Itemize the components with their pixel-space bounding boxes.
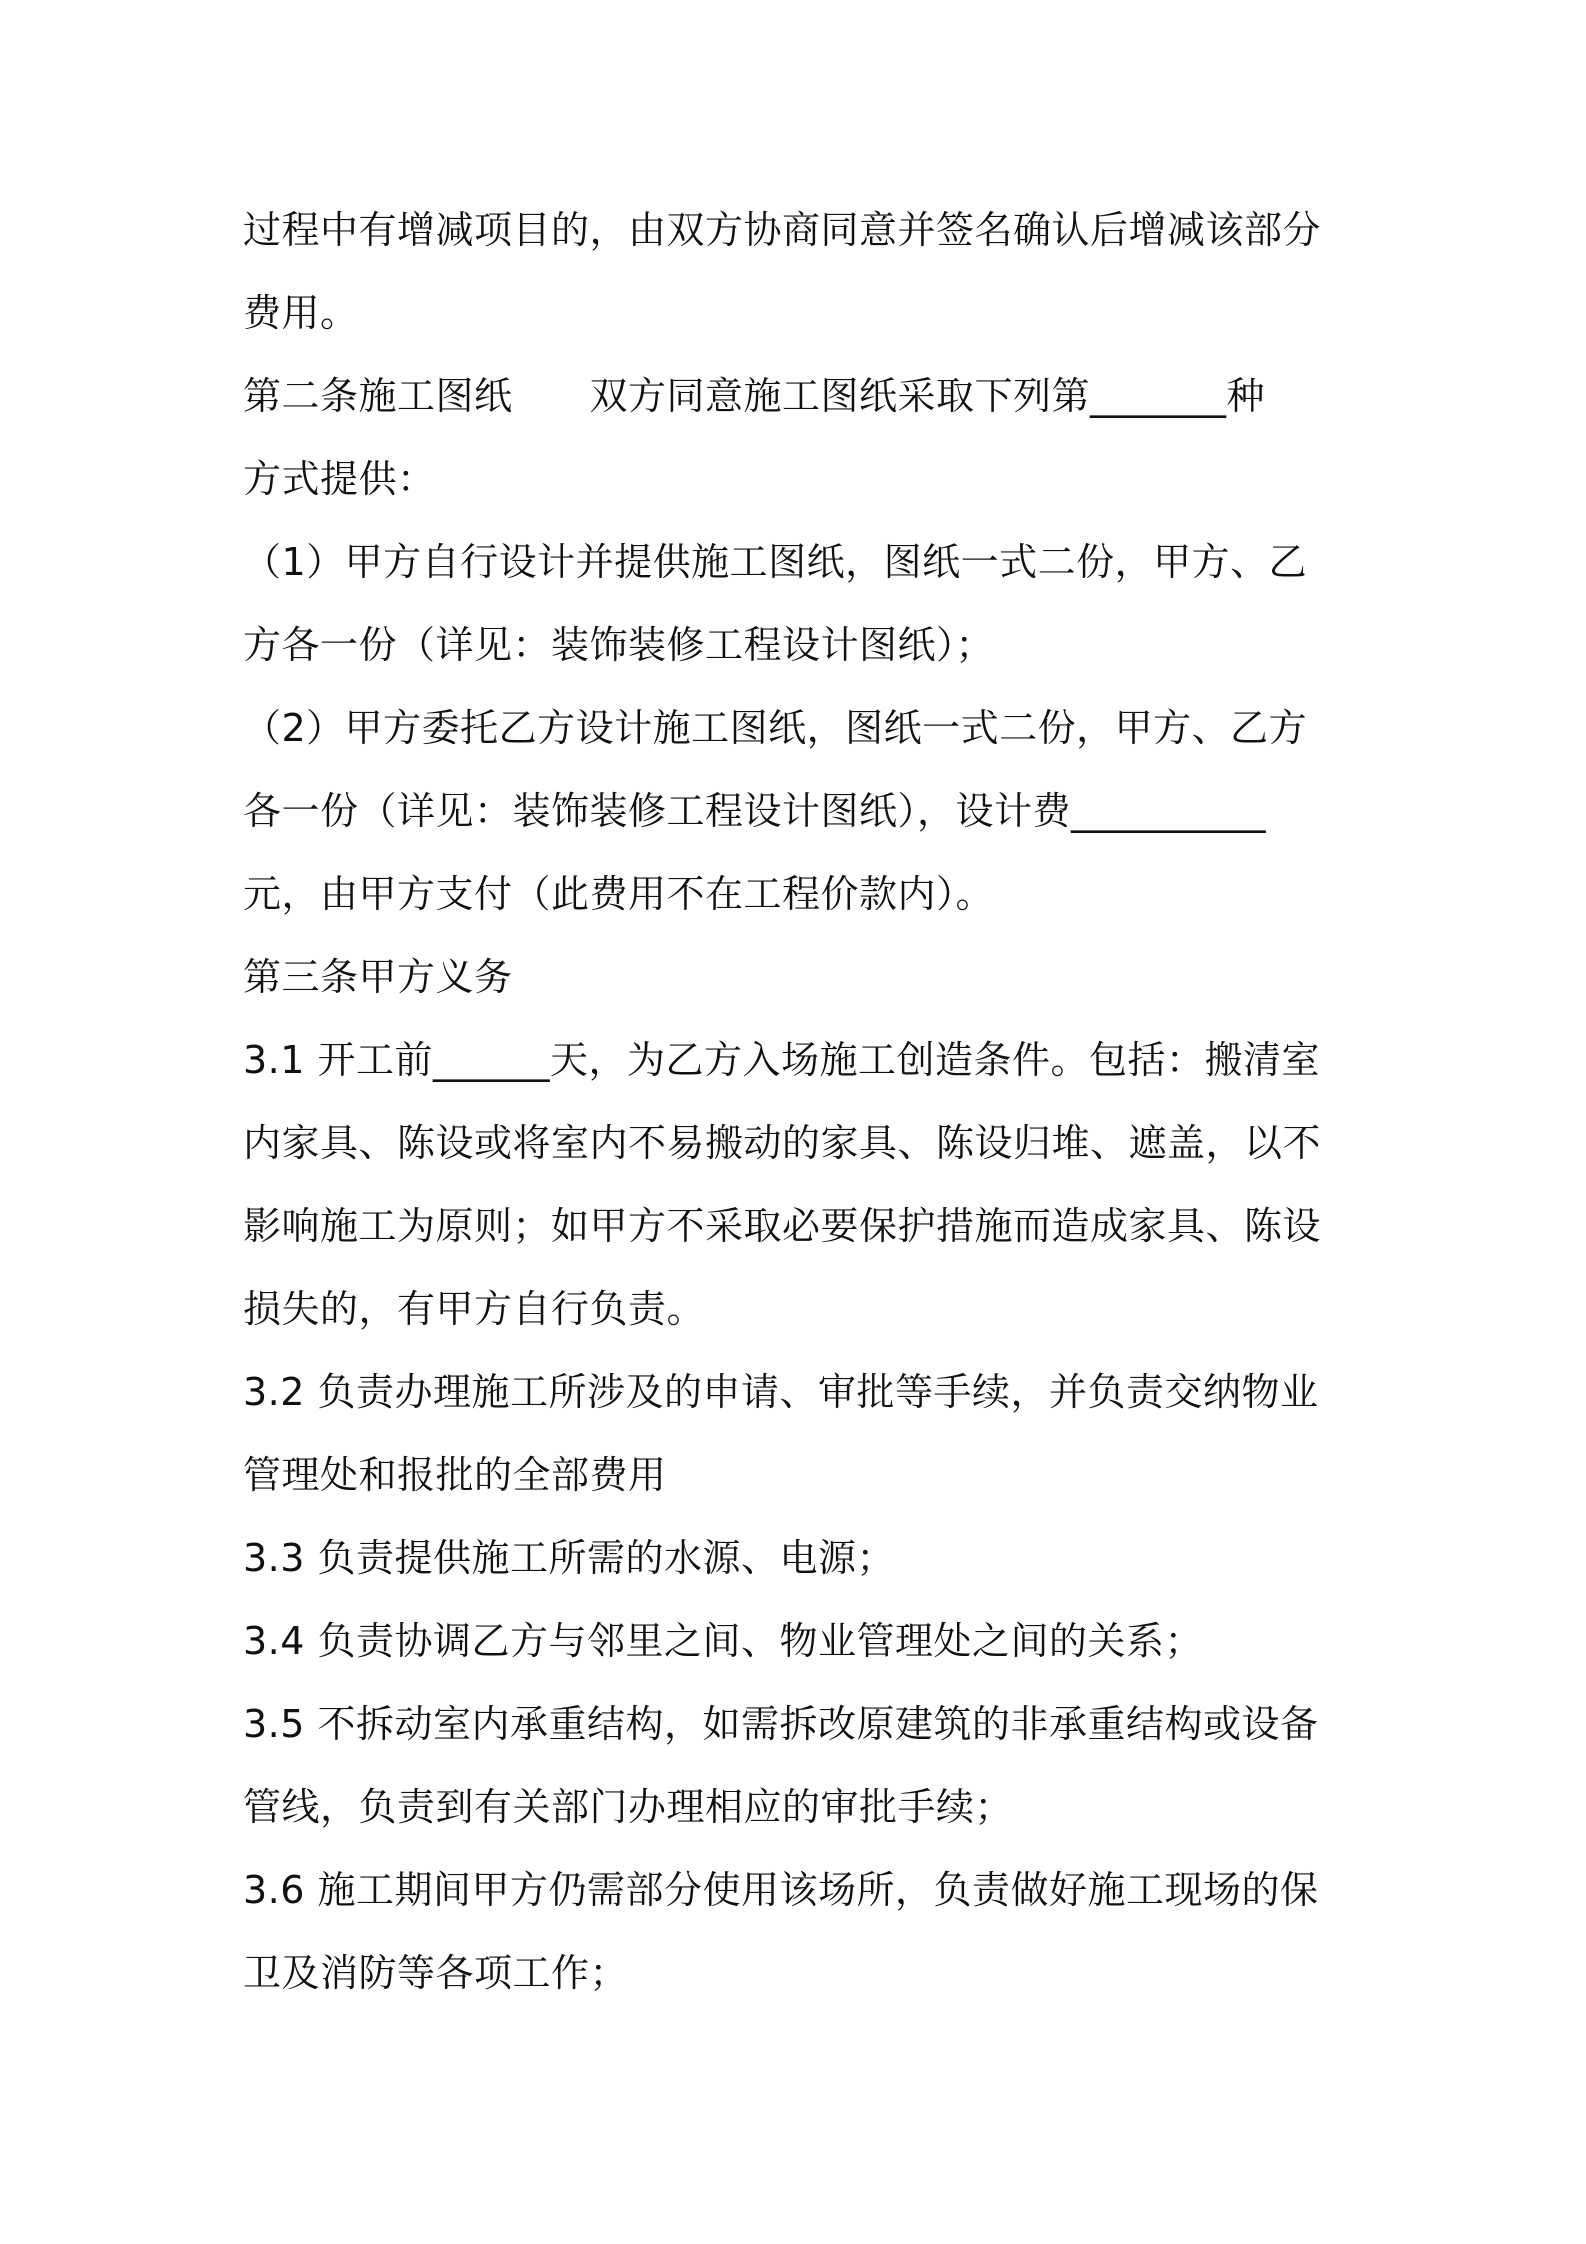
text-line: 管理处和报批的全部费用 bbox=[243, 1453, 667, 1497]
text-line: 卫及消防等各项工作； bbox=[243, 1951, 629, 1995]
text-line: （2）甲方委托乙方设计施工图纸，图纸一式二份，甲方、乙方 bbox=[243, 706, 1308, 750]
section-heading-3: 第三条甲方义务 bbox=[243, 955, 513, 999]
text-line: 3.6 施工期间甲方仍需部分使用该场所，负责做好施工现场的保 bbox=[243, 1868, 1319, 1912]
text-line: 过程中有增减项目的，由双方协商同意并签名确认后增减该部分 bbox=[243, 208, 1322, 252]
text-line: 方式提供： bbox=[243, 457, 436, 501]
text-line: 3.5 不拆动室内承重结构，如需拆改原建筑的非承重结构或设备 bbox=[243, 1702, 1319, 1746]
text-line: 方各一份（详见：装饰装修工程设计图纸）； bbox=[243, 623, 995, 667]
text-line: 元，由甲方支付（此费用不在工程价款内）。 bbox=[243, 872, 995, 916]
text-line: 内家具、陈设或将室内不易搬动的家具、陈设归堆、遮盖，以不 bbox=[243, 1121, 1322, 1165]
text-line: 各一份（详见：装饰装修工程设计图纸），设计费__________ bbox=[243, 789, 1267, 833]
text-line: 损失的，有甲方自行负责。 bbox=[243, 1287, 706, 1331]
text-line: （1）甲方自行设计并提供施工图纸，图纸一式二份，甲方、乙 bbox=[243, 540, 1308, 584]
text-line: 3.2 负责办理施工所涉及的申请、审批等手续，并负责交纳物业 bbox=[243, 1370, 1319, 1414]
section-heading-2: 第二条施工图纸 双方同意施工图纸采取下列第_______种 bbox=[243, 374, 1266, 418]
text-line: 3.3 负责提供施工所需的水源、电源； bbox=[243, 1536, 896, 1580]
text-line: 3.4 负责协调乙方与邻里之间、物业管理处之间的关系； bbox=[243, 1619, 1204, 1663]
text-line: 3.1 开工前______天，为乙方入场施工创造条件。包括：搬清室 bbox=[243, 1038, 1321, 1082]
text-line: 管线，负责到有关部门办理相应的审批手续； bbox=[243, 1785, 1014, 1829]
text-line: 影响施工为原则；如甲方不采取必要保护措施而造成家具、陈设 bbox=[243, 1204, 1322, 1248]
text-line: 费用。 bbox=[243, 291, 359, 335]
